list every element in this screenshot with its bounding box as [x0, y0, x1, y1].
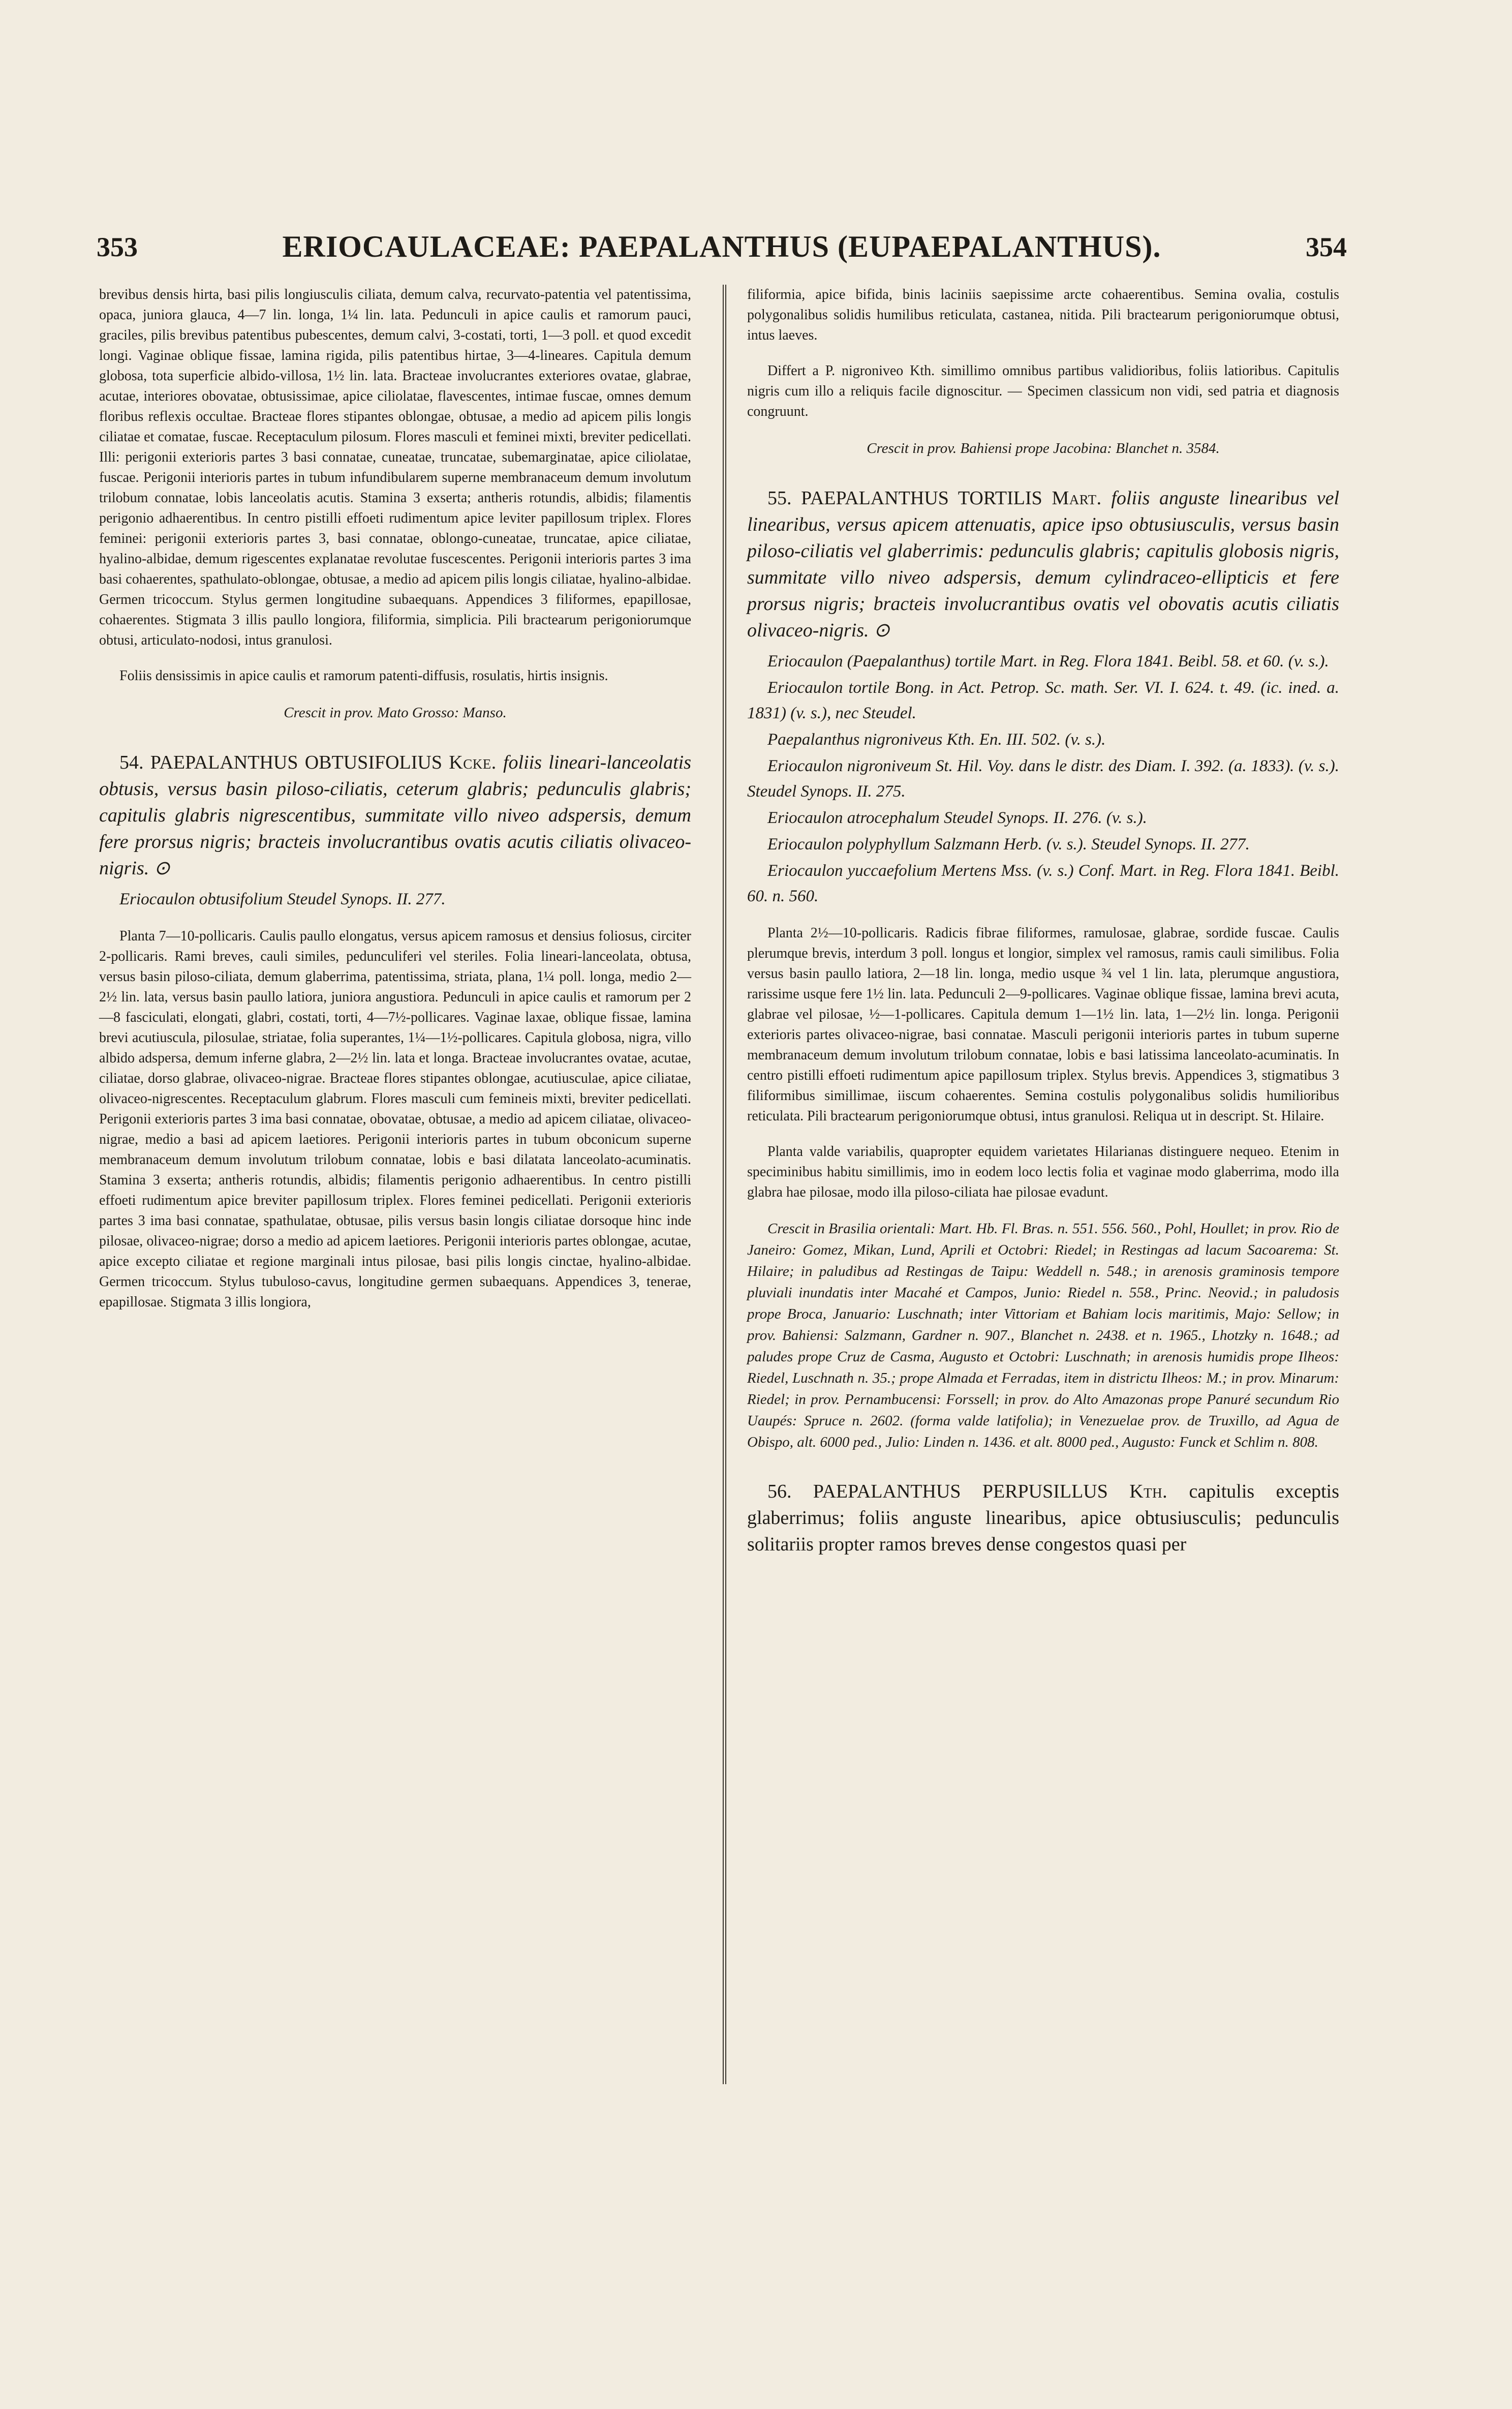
left-column — [99, 285, 691, 1318]
differential-note: Differt a P. nigroniveo Kth. simillimo omnibus partibus validioribus, foliis latioribus. Capitulis nigris cum illo a reliquis facile dignoscitur. — Specimen classicum non vidi, sed patria et diagnosis congruunt. — [747, 363, 1339, 419]
synonym: Eriocaulon tortile Bong. in Act. Petrop. Sc. math. Ser. VI. I. 624. t. 49. (ic. ined. a. 1831) (v. s.), nec Steudel. — [747, 679, 1339, 722]
synonym: Eriocaulon atrocephalum Steudel Synops. II. 276. (v. s.). — [767, 809, 1147, 827]
species-54-description: Planta 7—10-pollicaris. Caulis paullo elongatus, versus apicem ramosus et densius foliosus, circiter 2-pollicaris. Rami breves, cauli similes, pedunculiferi vel steriles. Folia lineari-lanceolata, obtusa, versus basin piloso-ciliata, demum glaberrima, patentissima, striata, plana, 1¼ poll. longa, medio 2—2½ lin. lata, versus basin paullo latiora, juniora angustiora. Pedunculi in apice caulis et ramorum per 2—8 fasciculati, elongati, glabri, costati, torti, 4—7½-pollicares. Vaginae laxae, oblique fissae, lamina brevi acutiuscula, pilosulae, striatae, folia superantes, 1¼—1½-pollicares. Capitula globosa, nigra, villo albido adspersa, demum inferne glabra, 2—2½ lin. lata et longa. Bracteae involucrantes ovatae, acutae, ciliatae, dorso glabrae, olivaceo-nigrae. Bracteae flores stipantes oblongae, acutiusculae, apice ciliatae, olivaceo-nigrescentes. Receptaculum glabrum. Flores masculi cum femineis mixti, breviter pedicellati. Perigonii exterioris partes 3 ima basi connatae, obovatae, obtusae, a medio ad apicem ciliatae, olivaceo-nigrae, medio a basi ad apicem laetiores. Perigonii interioris partes in tubum obconicum superne membranaceum demum involutum trilobum connatae, lobis e basi dilatata lanceolato-acuminatis. Stamina 3 exserta; antheris rotundis, albidis; filamentis perigonio adhaerentibus. In centro pistilli effoeti rudimentum apice breviter papillosum triplex. Flores feminei pedicellati. Perigonii exterioris partes 3 ima basi connatae, spathulatae, obtusae, pilis versus basin longis ciliatae dorsoque hinc inde pilosae, olivaceo-nigrae; dorso a medio ad apicem laetiores. Perigonii interioris partes oblongae, acutae, apice excepto ciliatae et regione marginali intus pilosae, basi pilis longis cinctae, hyalino-albidae. Germen tricoccum. Stylus tubuloso-cavus, longitudine germen subaequans. Appendices 3, tenerae, epapillosae. Stigmata 3 illis longiora, — [99, 928, 691, 1310]
species-54-author: Kcke. — [449, 752, 497, 773]
species-55-diagnosis: foliis anguste linearibus vel linearibus, versus apicem attenuatis, apice ipso obtusiusculis, versus basin piloso-ciliatis vel glaberrimis: pedunculis glabris; capitulis globosis nigris, summitate villo niveo adspersis, demum cylindraceo-ellipticis et fere prorsus nigris; bracteis involucrantibus ovatis vel obovatis acutis ciliatis olivaceo-nigris. ⊙ — [747, 487, 1340, 641]
species-55-description: Planta 2½—10-pollicaris. Radicis fibrae filiformes, ramulosae, glabrae, sordide fuscae. Caulis plerumque brevis, interdum 3 poll. longus et longior, simplex vel ramosus, ramis cauli similibus. Folia versus basin paullo latiora, 2—18 lin. longa, medio usque ¾ vel 1 lin. lata, plerumque angustiora, rarissime usque fere 1½ lin. lata. Pedunculi 2—9-pollicares. Vaginae oblique fissae, lamina brevi acuta, glabrae vel pilosae, ½—1-pollicares. Capitula demum 1—1½ lin. lata, 1—2½ lin. longa. Perigonii exterioris partes olivaceo-nigrae, basi connatae. Masculi perigonii interioris partes in tubum superne membranaceum demum involutum trilobum connatae, lobis e basi latissima lanceolato-acuminatis. In centro pistilli effoeti rudimentum apice papillosum triplex. Stylus brevis. Appendices 3, stigmatibus 3 filiformibus simillimae, iiscum cohaerentes. Semina costulis polygonalibus solidis humilioribus reticulata. Pili bractearum perigoniorumque obtusi, intus granulosi. Reliqua ut in descript. St. Hilaire. — [747, 925, 1339, 1124]
species-54-diagnosis: foliis lineari-lanceolatis obtusis, versus basin piloso-ciliatis, ceterum glabris; pedunculis glabris; capitulis glabris nigrescentibus, summitate villo niveo adspersis, demum fere prorsus nigris; bracteis involucrantibus ovatis acutis ciliatis olivaceo-nigris. ⊙ — [99, 752, 691, 879]
species-56-diagnosis: capitulis exceptis glaberrimus; foliis anguste linearibus, apice obtusiusculis; pedunculis solitariis propter ramos breves dense congestos quasi per — [747, 1481, 1340, 1555]
synonym: Eriocaulon polyphyllum Salzmann Herb. (v. s.). Steudel Synops. II. 277. — [767, 835, 1250, 853]
species-54-name: 54. PAEPALANTHUS OBTUSIFOLIUS — [119, 752, 442, 773]
species-54-synonym: Eriocaulon obtusifolium Steudel Synops. II. 277. — [119, 890, 446, 908]
right-page-number: 354 — [1306, 232, 1347, 262]
locality: Crescit in prov. Bahiensi prope Jacobina: Blanchet n. 3584. — [867, 440, 1220, 456]
species-55-note: Planta valde variabilis, quapropter equidem varietates Hilarianas distinguere nequeo. Etenim in speciminibus habitu simillimis, imo in eodem loco lectis folia et vaginae modo glaberrima, modo illa glabra hae pilosae, modo illa piloso-ciliata hae pilosae evadunt. — [747, 1144, 1339, 1200]
synonym: Eriocaulon (Paepalanthus) tortile Mart. in Reg. Flora 1841. Beibl. 58. et 60. (v. s.). — [767, 652, 1329, 670]
locality: Crescit in prov. Mato Grosso: Manso. — [284, 705, 507, 721]
continued-description: brevibus densis hirta, basi pilis longiusculis ciliata, demum calva, recurvato-patentia vel patentissima, opaca, juniora glauca, 4—7 lin. longa, 1¼ lin. lata. Pedunculi in apice caulis et ramorum pauci, graciles, pilis brevibus patentibus pubescentes, demum calvi, 3-costati, torti, 1—3 poll. et quod excedit longi. Vaginae oblique fissae, lamina rigida, pilis patentibus hirtae, 3—4-lineares. Capitula demum globosa, tota superficie albido-villosa, 1½ lin. lata. Bracteae involucrantes exteriores ovatae, glabrae, acutae, interiores obovatae, obtusissimae, apice ciliolatae, flavescentes, intimae fuscae, omnes demum floribus reflexis occultae. Bracteae flores stipantes oblongae, obtusae, a medio ad apicem pilis longis ciliatae et comatae, fuscae. Receptaculum pilosum. Flores masculi et feminei mixti, breviter pedicellati. Illi: perigonii exterioris partes 3 basi connatae, cuneatae, truncatae, subemarginatae, apice ciliolatae, fuscae. Perigonii interioris partes in tubum infundibularem superne membranaceum demum involutum trilobum connatae, lobis lanceolatis acutis. Stamina 3 exserta; antheris rotundis, albidis; filamentis perigonio adhaerentibus. In centro pistilli effoeti rudimentum apice leviter papillosum triplex. Flores feminei: perigonii exterioris partes 3, basi connatae, oblongo-cuneatae, truncatae, apice ciliatae, hyalino-albidae, demum rigescentes explanatae revolutae fuscescentes. Perigonii interioris partes 3 ima basi cohaerentes, spathulato-oblongae, obtusae, a medio ad apicem pilis longis ciliatae, hyalino-albidae. Germen tricoccum. Stylus germen longitudine subaequans. Appendices 3 filiformes, epapillosae, cohaerentes. Stigmata 3 illis paullo longiora, filiformia, simplicia. Pili bractearum perigoniorumque obtusi, articulato-nodosi, intus granulosi. — [99, 287, 691, 648]
species-55-heading — [747, 485, 1339, 644]
running-head — [97, 226, 1347, 272]
diagnostic-note: Foliis densissimis in apice caulis et ramorum patenti-diffusis, rosulatis, hirtis insignis. — [119, 668, 608, 684]
species-56-name: 56. PAEPALANTHUS PERPUSILLUS — [767, 1481, 1108, 1502]
column-divider — [723, 285, 726, 2084]
synonym: Eriocaulon yuccaefolium Mertens Mss. (v. s.) Conf. Mart. in Reg. Flora 1841. Beibl. 60. n. 560. — [747, 862, 1339, 905]
synonym: Eriocaulon nigroniveum St. Hil. Voy. dans le distr. des Diam. I. 392. (a. 1833). (v. s.). Steudel Synops. II. 275. — [747, 757, 1339, 801]
continued-description: filiformia, apice bifida, binis laciniis saepissime arcte cohaerentibus. Semina ovalia, costulis polygonalibus solidis humilibus reticulata, castanea, nitida. Pili bractearum perigoniorumque obtusi, intus laeves. — [747, 287, 1339, 343]
running-title: ERIOCAULACEAE: PAEPALANTHUS (EUPAEPALANTHUS). — [282, 230, 1161, 263]
left-page-number: 353 — [97, 232, 138, 262]
species-54-heading — [99, 749, 691, 881]
species-55-author: Mart. — [1052, 487, 1102, 509]
species-56-author: Kth. — [1129, 1481, 1168, 1502]
right-column — [747, 285, 1339, 1563]
species-55-name: 55. PAEPALANTHUS TORTILIS — [767, 487, 1042, 509]
synonym: Paepalanthus nigroniveus Kth. En. III. 502. (v. s.). — [767, 730, 1106, 749]
species-55-distribution: Crescit in Brasilia orientali: Mart. Hb. Fl. Bras. n. 551. 556. 560., Pohl, Houllet; in prov. Rio de Janeiro: Gomez, Mikan, Lund, Aprili et Octobri: Riedel; in Restingas ad lacum Sacoarema: St. Hilaire; in paludibus ad Restingas de Taipu: Weddell n. 548.; in arenosis graminosis tempore pluviali inundatis inter Macahé et Campos, Junio: Riedel n. 558., Princ. Neovid.; in paludosis prope Broca, Januario: Luschnath; inter Vittoriam et Bahiam locis maritimis, Majo: Sellow; in prov. Bahiensi: Salzmann, Gardner n. 907., Blanchet n. 2438. et n. 1965., Lhotzky n. 1648.; ad paludes prope Cruz de Casma, Augusto et Octobri: Luschnath; in arenosis humidis prope Ilheos: Riedel, Luschnath n. 35.; prope Almada et Ferradas, item in districtu Ilheos: M.; in prov. Minarum: Riedel; in prov. Pernambucensi: Forssell; in prov. do Alto Amazonas prope Panuré secundum Rio Uaupés: Spruce n. 2602. (forma valde latifolia); in Venezuelae prov. de Truxillo, ad Agua de Obispo, alt. 6000 ped., Julio: Linden n. 1436. et alt. 8000 ped., Augusto: Funck et Schlim n. 808. — [747, 1221, 1339, 1450]
species-56-heading — [747, 1478, 1339, 1558]
